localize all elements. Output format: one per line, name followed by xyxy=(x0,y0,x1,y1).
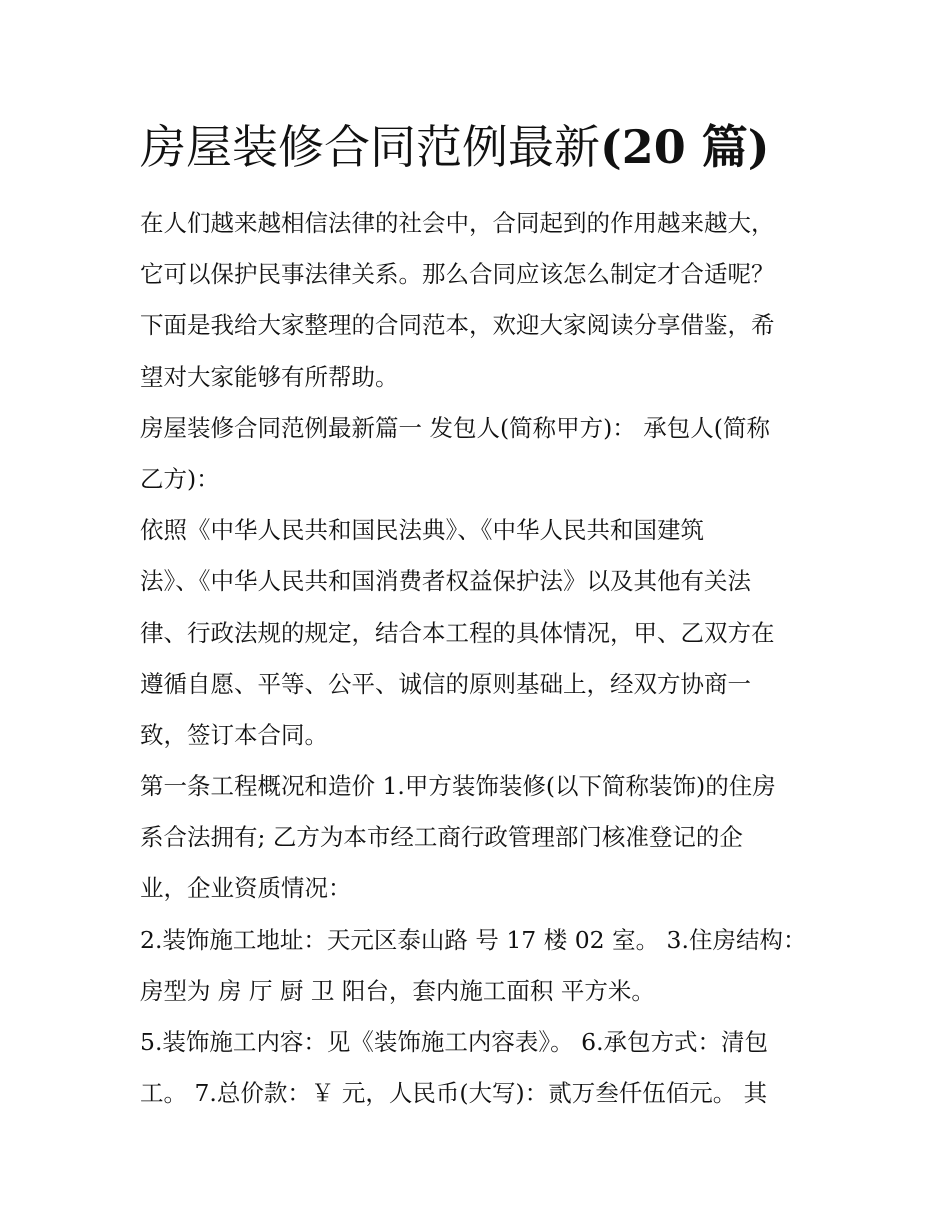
title-text: 房屋装修合同范例最新 xyxy=(140,120,600,174)
body-line: 遵循自愿、平等、公平、诚信的原则基础上，经双方协商一 xyxy=(140,669,751,698)
body-line: 下面是我给大家整理的合同范本，欢迎大家阅读分享借鉴，希 xyxy=(140,311,775,340)
body-line: 业，企业资质情况： xyxy=(140,874,352,903)
body-line: 致，签订本合同。 xyxy=(140,720,328,749)
body-line: 系合法拥有; 乙方为本市经工商行政管理部门核准登记的企 xyxy=(140,823,743,852)
body-line: 房屋装修合同范例最新篇一 发包人(简称甲方)： 承包人(简称 xyxy=(140,413,770,442)
body-line: 依照《中华人民共和国民法典》、《中华人民共和国建筑 xyxy=(140,516,704,545)
body-line: 5.装饰施工内容：见《装饰施工内容表》。 6.承包方式：清包 xyxy=(140,1028,769,1056)
body-line: 律、行政法规的规定，结合本工程的具体情况，甲、乙双方在 xyxy=(140,618,775,647)
body-line: 乙方)： xyxy=(140,464,220,493)
body-line: 第一条工程概况和造价 1.甲方装饰装修(以下简称装饰)的住房 xyxy=(140,772,776,801)
body-line: 法》、《中华人民共和国消费者权益保护法》以及其他有关法 xyxy=(140,567,751,596)
body-line: 工。 7.总价款：￥ 元，人民币(大写)：贰万叁仟伍佰元。 其 xyxy=(140,1079,768,1108)
body-line: 它可以保护民事法律关系。那么合同应该怎么制定才合适呢？ xyxy=(140,260,775,289)
body-line: 房型为 房 厅 厨 卫 阳台，套内施工面积 平方米。 xyxy=(140,976,655,1005)
body-line: 在人们越来越相信法律的社会中，合同起到的作用越来越大， xyxy=(140,209,775,237)
document-body xyxy=(140,198,820,1119)
body-line: 2.装饰施工地址：天元区泰山路 号 17 楼 02 室。 3.住房结构： xyxy=(140,925,807,954)
title-count: (20 篇) xyxy=(600,120,770,174)
body-line: 望对大家能够有所帮助。 xyxy=(140,362,399,391)
page-title xyxy=(140,112,840,182)
